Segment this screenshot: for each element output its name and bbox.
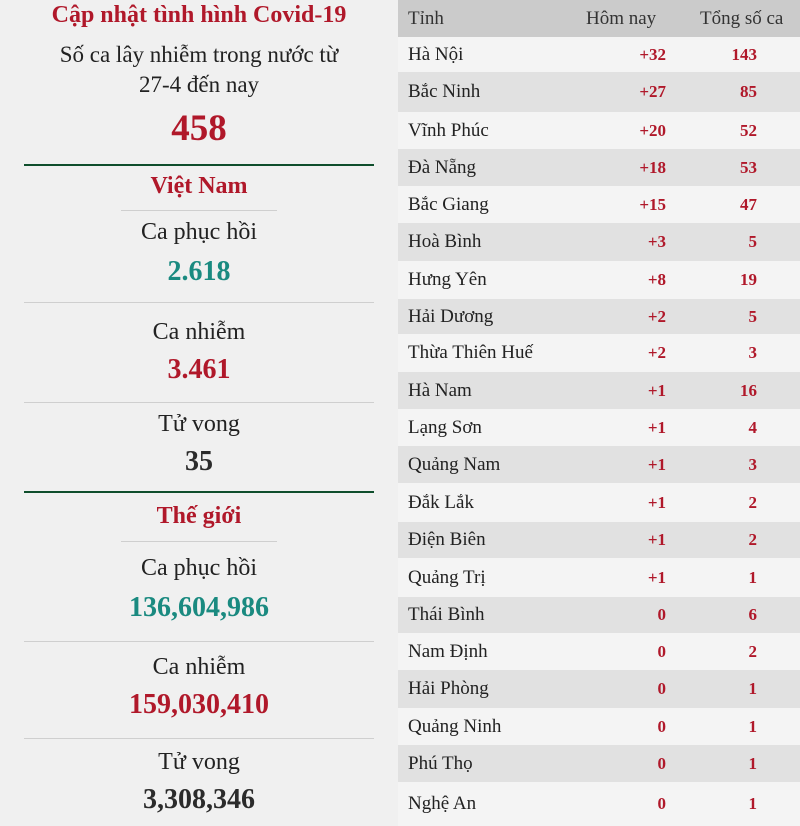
vn-deaths-label: Tử vong: [158, 411, 240, 437]
province-name: Lạng Sơn: [408, 417, 482, 438]
total-count: 3: [748, 455, 757, 474]
table-row: [398, 149, 800, 186]
vn-infected-label: Ca nhiễm: [152, 319, 246, 345]
divider: [24, 491, 374, 493]
header-today: Hôm nay: [586, 8, 657, 29]
divider: [24, 302, 374, 303]
table-row: [398, 745, 800, 782]
total-count: 85: [740, 82, 757, 101]
table-row: [398, 409, 800, 446]
table-row: [398, 558, 800, 597]
table-row: [398, 782, 800, 826]
world-recovered-value: 136,604,986: [129, 592, 269, 623]
today-count: +3: [647, 232, 666, 251]
total-count: 2: [748, 493, 757, 512]
province-name: Hoà Bình: [408, 231, 482, 252]
today-count: +15: [639, 195, 666, 214]
today-count: +1: [647, 530, 666, 549]
today-count: 0: [657, 605, 666, 624]
total-count: 53: [740, 158, 757, 177]
subtitle-line-1: Số ca lây nhiễm trong nước từ: [59, 42, 339, 67]
divider: [24, 402, 374, 403]
today-count: +1: [647, 568, 666, 587]
today-count: +32: [639, 45, 666, 64]
today-count: 0: [657, 679, 666, 698]
vietnam-heading: Việt Nam: [150, 173, 248, 199]
province-name: Nam Định: [408, 641, 488, 662]
total-count: 1: [748, 754, 757, 773]
total-count: 1: [748, 568, 757, 587]
table-row: [398, 597, 800, 633]
province-name: Hải Phòng: [408, 678, 489, 699]
total-count: 16: [740, 381, 757, 400]
table-row: [398, 112, 800, 149]
divider: [121, 210, 277, 211]
summary-panel: [0, 0, 398, 826]
province-name: Hưng Yên: [408, 269, 487, 290]
total-count: 1: [748, 794, 757, 813]
header-province: Tỉnh: [408, 8, 444, 29]
divider: [24, 641, 374, 642]
province-name: Thái Bình: [408, 604, 485, 625]
province-name: Quảng Nam: [408, 454, 501, 475]
province-name: Vĩnh Phúc: [408, 120, 489, 141]
today-count: 0: [657, 642, 666, 661]
world-infected-value: 159,030,410: [129, 689, 269, 720]
total-count: 143: [731, 45, 757, 64]
total-count: 4: [748, 418, 757, 437]
today-count: 0: [657, 794, 666, 813]
province-name: Hải Dương: [408, 306, 494, 327]
world-heading: Thế giới: [156, 503, 242, 529]
subtitle-line-2: 27-4 đến nay: [138, 72, 260, 97]
table-header: [398, 0, 800, 37]
table-row: [398, 186, 800, 223]
table-row: [398, 670, 800, 708]
table-row: [398, 483, 800, 522]
total-count: 19: [740, 270, 757, 289]
total-count: 1: [748, 717, 757, 736]
total-count: 2: [748, 642, 757, 661]
table-row: [398, 633, 800, 670]
page-title: Cập nhật tình hình Covid-19: [51, 2, 347, 28]
table-row: [398, 446, 800, 483]
today-count: 0: [657, 717, 666, 736]
province-name: Hà Nội: [408, 44, 464, 65]
province-name: Bắc Ninh: [408, 81, 481, 102]
today-count: 0: [657, 754, 666, 773]
province-name: Đắk Lắk: [408, 492, 474, 513]
table-row: [398, 261, 800, 299]
total-count: 2: [748, 530, 757, 549]
today-count: +27: [639, 82, 666, 101]
table-row: [398, 522, 800, 558]
today-count: +1: [647, 418, 666, 437]
world-infected-label: Ca nhiễm: [152, 654, 246, 680]
today-count: +2: [647, 307, 666, 326]
world-deaths-label: Tử vong: [158, 749, 240, 775]
vn-recovered-value: 2.618: [167, 256, 231, 287]
province-name: Quảng Trị: [408, 567, 486, 588]
total-count: 5: [748, 307, 757, 326]
province-name: Thừa Thiên Huế: [408, 342, 533, 363]
today-count: +2: [647, 343, 666, 362]
vn-recovered-label: Ca phục hồi: [141, 219, 257, 245]
today-count: +8: [647, 270, 666, 289]
header-total: Tổng số ca: [700, 8, 784, 29]
total-count: 3: [748, 343, 757, 362]
province-name: Đà Nẵng: [408, 157, 477, 178]
world-recovered-label: Ca phục hồi: [141, 555, 257, 581]
vn-deaths-value: 35: [185, 446, 213, 477]
table-row: [398, 334, 800, 372]
province-name: Điện Biên: [408, 529, 486, 550]
province-name: Quảng Ninh: [408, 716, 502, 737]
today-count: +18: [639, 158, 666, 177]
table-row: [398, 372, 800, 409]
province-name: Phú Thọ: [408, 753, 473, 774]
province-name: Bắc Giang: [408, 194, 489, 215]
subtitle: [0, 40, 398, 100]
world-deaths-value: 3,308,346: [143, 784, 255, 815]
province-name: Hà Nam: [408, 380, 472, 401]
table-row: [398, 223, 800, 261]
total-count: 5: [748, 232, 757, 251]
province-table: [398, 0, 800, 826]
total-count: 6: [748, 605, 757, 624]
table-row: [398, 299, 800, 334]
today-count: +1: [647, 455, 666, 474]
province-name: Nghệ An: [408, 793, 477, 814]
total-count: 52: [740, 121, 757, 140]
divider: [121, 541, 277, 542]
today-count: +1: [647, 493, 666, 512]
table-row: [398, 72, 800, 112]
today-count: +1: [647, 381, 666, 400]
vn-infected-value: 3.461: [167, 354, 231, 385]
total-count: 1: [748, 679, 757, 698]
divider: [24, 164, 374, 166]
table-row: [398, 37, 800, 72]
table-row: [398, 708, 800, 745]
divider: [24, 738, 374, 739]
domestic-total: 458: [171, 108, 227, 149]
today-count: +20: [639, 121, 666, 140]
total-count: 47: [740, 195, 757, 214]
